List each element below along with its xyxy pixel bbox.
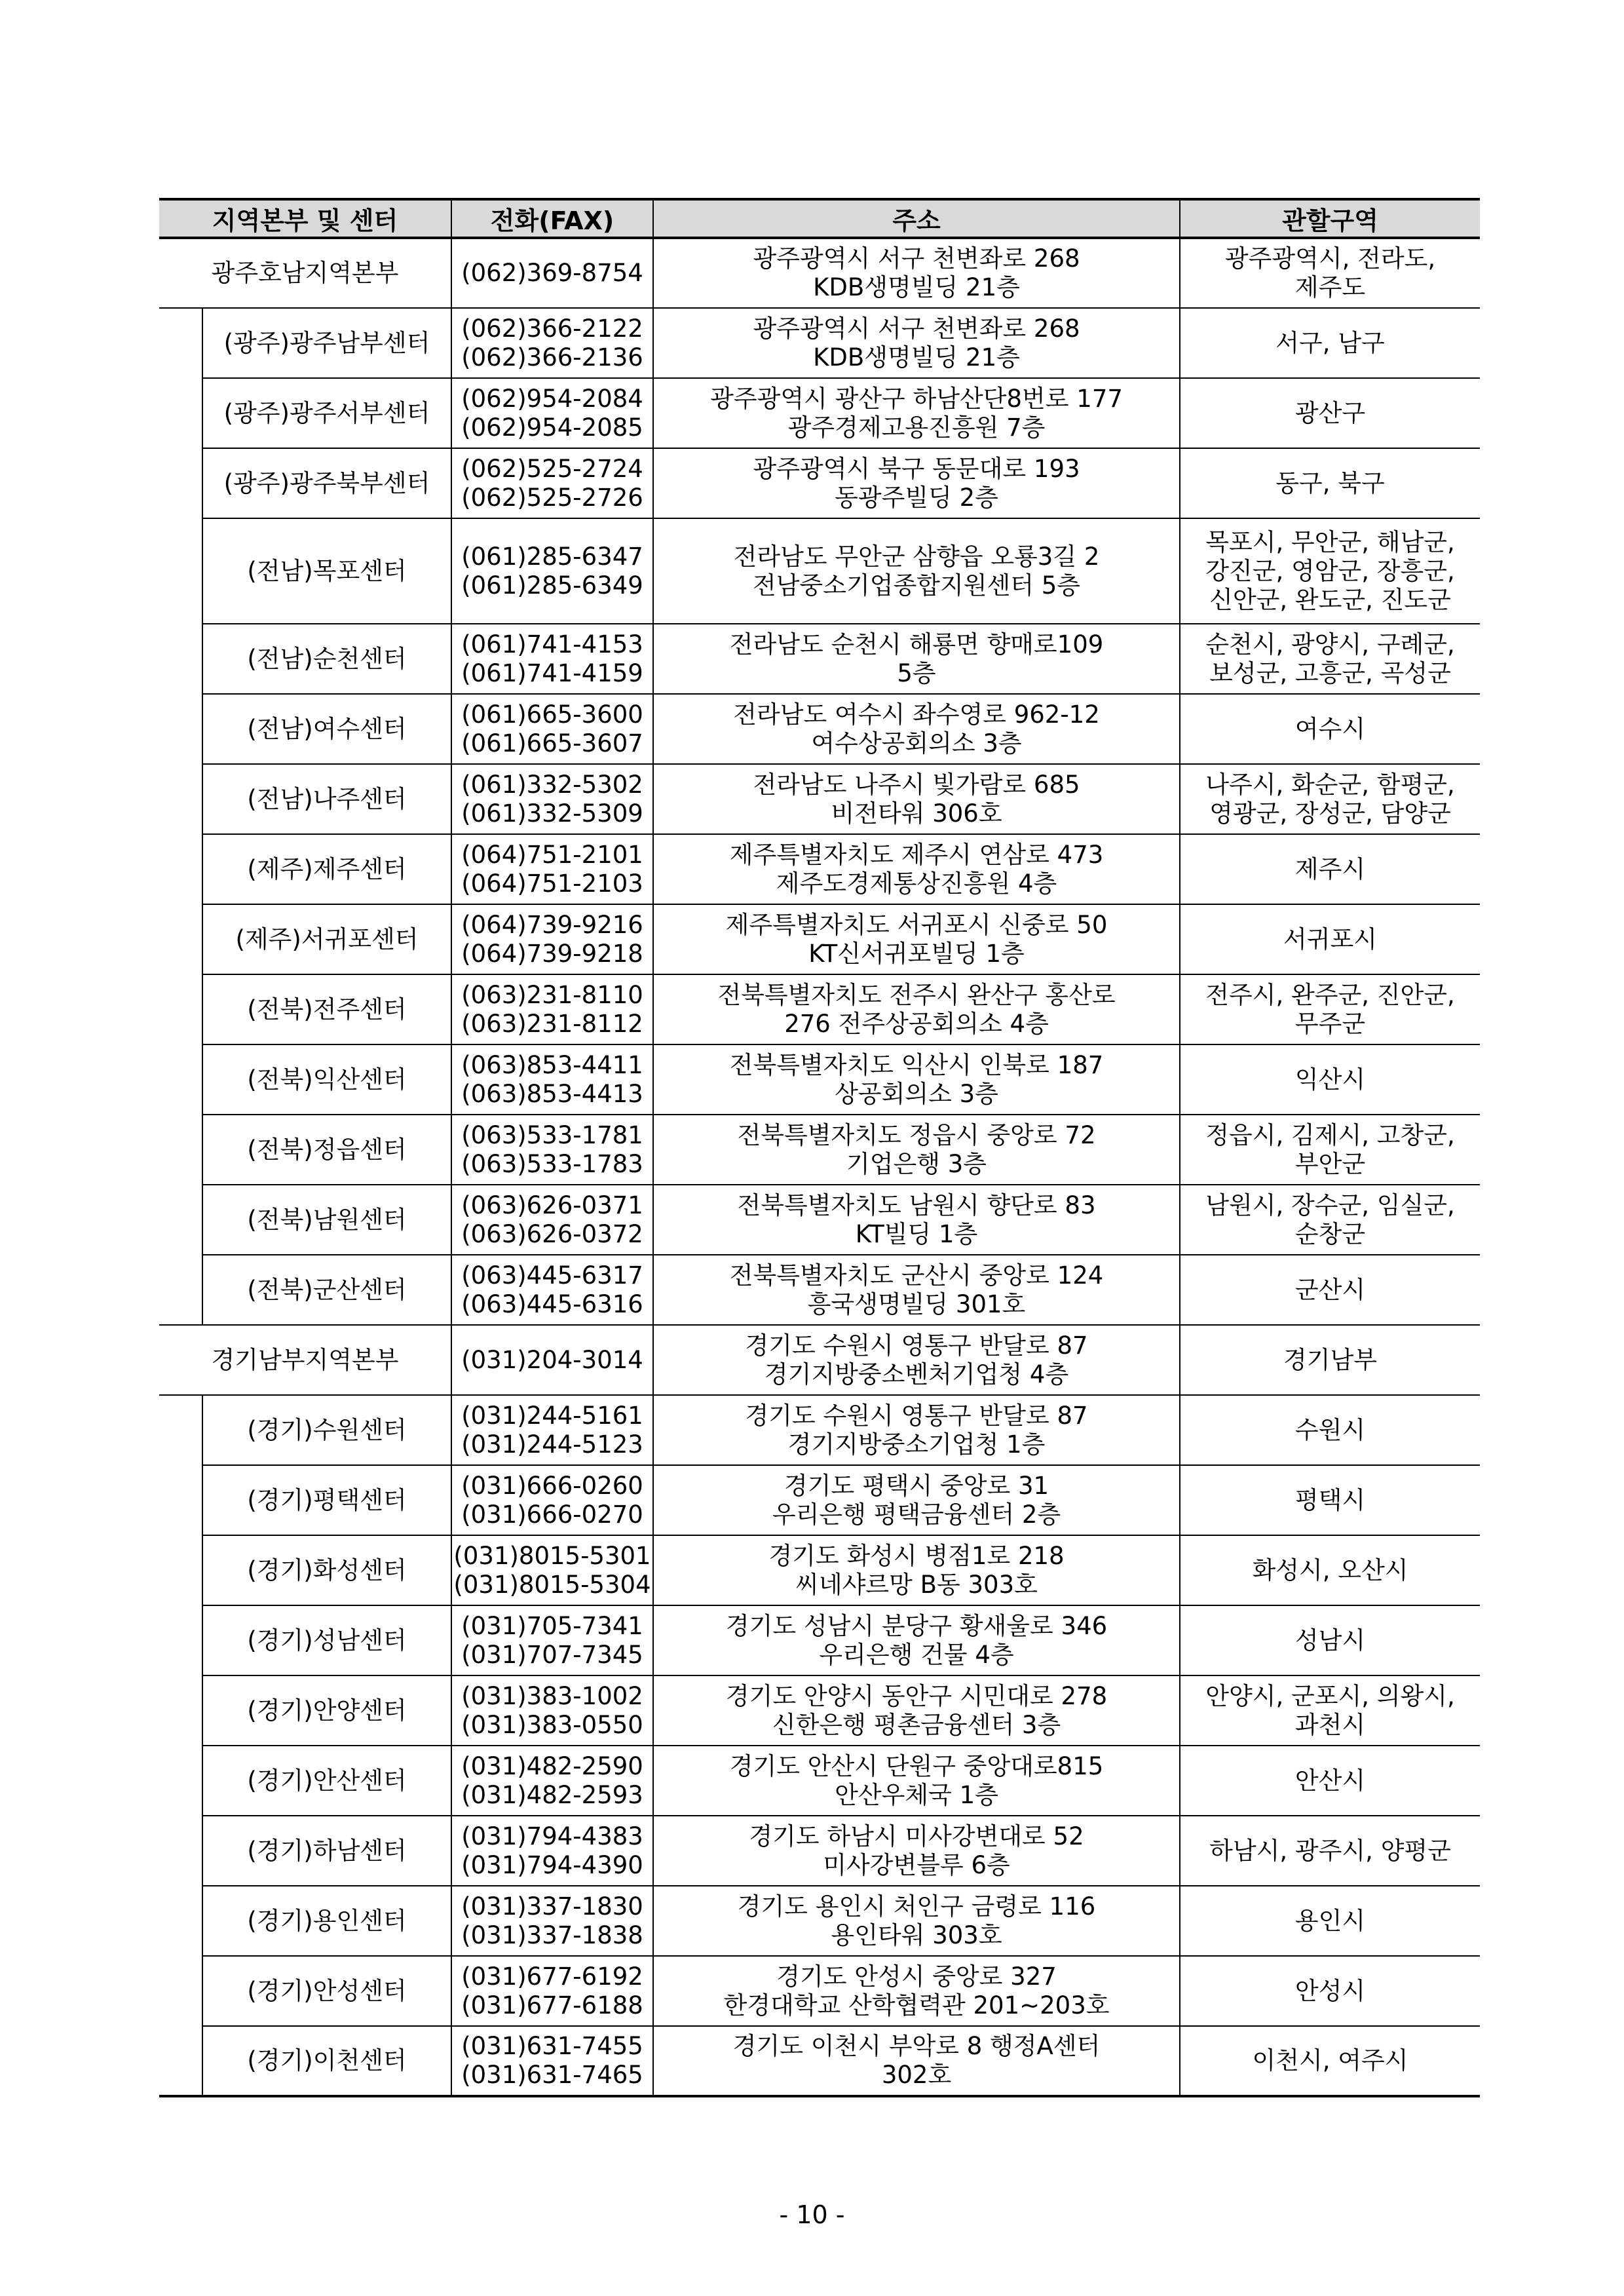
address-cell: 제주특별자치도 서귀포시 신중로 50 KT신서귀포빌딩 1층: [653, 904, 1180, 974]
center-row: [159, 974, 1480, 1044]
phone-cell: (031)337-1830 (031)337-1838: [451, 1886, 653, 1956]
phone-cell: (031)244-5161 (031)244-5123: [451, 1395, 653, 1465]
indent-spacer: [159, 1115, 202, 1185]
indent-spacer: [159, 1044, 202, 1115]
phone-cell: (061)285-6347 (061)285-6349: [451, 518, 653, 624]
center-name: (광주)광주서부센터: [202, 378, 451, 448]
center-name: (전북)전주센터: [202, 974, 451, 1044]
address-cell: 전북특별자치도 정읍시 중앙로 72 기업은행 3층: [653, 1115, 1180, 1185]
phone-cell: (064)739-9216 (064)739-9218: [451, 904, 653, 974]
center-name: (전북)정읍센터: [202, 1115, 451, 1185]
area-cell: 성남시: [1180, 1605, 1480, 1675]
center-name: (전북)군산센터: [202, 1255, 451, 1325]
indent-spacer: [159, 1675, 202, 1746]
indent-spacer: [159, 1956, 202, 2026]
indent-spacer: [159, 834, 202, 904]
table-body: [159, 238, 1480, 2096]
address-cell: 전북특별자치도 군산시 중앙로 124 흥국생명빌딩 301호: [653, 1255, 1180, 1325]
center-row: [159, 764, 1480, 834]
center-row: [159, 1816, 1480, 1886]
address-cell: 제주특별자치도 제주시 연삼로 473 제주도경제통상진흥원 4층: [653, 834, 1180, 904]
area-cell: 광주광역시, 전라도, 제주도: [1180, 238, 1480, 308]
center-name: (경기)화성센터: [202, 1535, 451, 1605]
address-cell: 광주광역시 북구 동문대로 193 동광주빌딩 2층: [653, 448, 1180, 518]
header-area: 관할구역: [1180, 199, 1480, 238]
phone-cell: (063)533-1781 (063)533-1783: [451, 1115, 653, 1185]
center-row: [159, 2026, 1480, 2096]
center-row: [159, 624, 1480, 694]
indent-spacer: [159, 1395, 202, 1465]
center-name: (전남)여수센터: [202, 694, 451, 764]
center-name: (경기)평택센터: [202, 1465, 451, 1535]
phone-cell: (062)369-8754: [451, 238, 653, 308]
address-cell: 경기도 용인시 처인구 금령로 116 용인타워 303호: [653, 1886, 1180, 1956]
indent-spacer: [159, 1886, 202, 1956]
center-row: [159, 378, 1480, 448]
center-row: [159, 1465, 1480, 1535]
center-row: [159, 694, 1480, 764]
indent-spacer: [159, 2026, 202, 2096]
indent-spacer: [159, 448, 202, 518]
indent-spacer: [159, 1465, 202, 1535]
center-row: [159, 1886, 1480, 1956]
area-cell: 화성시, 오산시: [1180, 1535, 1480, 1605]
center-name: (경기)용인센터: [202, 1886, 451, 1956]
indent-spacer: [159, 974, 202, 1044]
area-cell: 하남시, 광주시, 양평군: [1180, 1816, 1480, 1886]
center-row: [159, 518, 1480, 624]
center-name: (경기)안양센터: [202, 1675, 451, 1746]
area-cell: 용인시: [1180, 1886, 1480, 1956]
phone-cell: (063)445-6317 (063)445-6316: [451, 1255, 653, 1325]
address-cell: 광주광역시 서구 천변좌로 268 KDB생명빌딩 21층: [653, 238, 1180, 308]
address-cell: 전라남도 무안군 삼향읍 오룡3길 2 전남중소기업종합지원센터 5층: [653, 518, 1180, 624]
phone-cell: (031)8015-5301 (031)8015-5304: [451, 1535, 653, 1605]
center-name: (광주)광주북부센터: [202, 448, 451, 518]
center-row: [159, 904, 1480, 974]
phone-cell: (031)631-7455 (031)631-7465: [451, 2026, 653, 2096]
address-cell: 경기도 안산시 단원구 중앙대로815 안산우체국 1층: [653, 1746, 1180, 1816]
area-cell: 안성시: [1180, 1956, 1480, 2026]
area-cell: 나주시, 화순군, 함평군, 영광군, 장성군, 담양군: [1180, 764, 1480, 834]
phone-cell: (031)383-1002 (031)383-0550: [451, 1675, 653, 1746]
area-cell: 순천시, 광양시, 구례군, 보성군, 고흥군, 곡성군: [1180, 624, 1480, 694]
center-row: [159, 1044, 1480, 1115]
center-row: [159, 1956, 1480, 2026]
phone-cell: (063)626-0371 (063)626-0372: [451, 1185, 653, 1255]
center-name: (경기)수원센터: [202, 1395, 451, 1465]
address-cell: 전라남도 여수시 좌수영로 962-12 여수상공회의소 3층: [653, 694, 1180, 764]
phone-cell: (031)666-0260 (031)666-0270: [451, 1465, 653, 1535]
area-cell: 정읍시, 김제시, 고창군, 부안군: [1180, 1115, 1480, 1185]
center-row: [159, 1535, 1480, 1605]
center-name: (광주)광주남부센터: [202, 308, 451, 378]
hq-name: 광주호남지역본부: [159, 238, 451, 308]
area-cell: 경기남부: [1180, 1325, 1480, 1395]
area-cell: 익산시: [1180, 1044, 1480, 1115]
center-name: (경기)하남센터: [202, 1816, 451, 1886]
address-cell: 광주광역시 서구 천변좌로 268 KDB생명빌딩 21층: [653, 308, 1180, 378]
center-name: (경기)성남센터: [202, 1605, 451, 1675]
center-row: [159, 1675, 1480, 1746]
indent-spacer: [159, 764, 202, 834]
area-cell: 전주시, 완주군, 진안군, 무주군: [1180, 974, 1480, 1044]
center-row: [159, 1746, 1480, 1816]
indent-spacer: [159, 904, 202, 974]
indent-spacer: [159, 1816, 202, 1886]
center-row: [159, 1605, 1480, 1675]
center-row: [159, 834, 1480, 904]
center-row: [159, 308, 1480, 378]
center-name: (제주)서귀포센터: [202, 904, 451, 974]
hq-row: [159, 1325, 1480, 1395]
phone-cell: (063)231-8110 (063)231-8112: [451, 974, 653, 1044]
phone-cell: (061)741-4153 (061)741-4159: [451, 624, 653, 694]
area-cell: 수원시: [1180, 1395, 1480, 1465]
indent-spacer: [159, 308, 202, 378]
center-name: (전남)목포센터: [202, 518, 451, 624]
area-cell: 서구, 남구: [1180, 308, 1480, 378]
phone-cell: (063)853-4411 (063)853-4413: [451, 1044, 653, 1115]
phone-cell: (031)482-2590 (031)482-2593: [451, 1746, 653, 1816]
address-cell: 경기도 안양시 동안구 시민대로 278 신한은행 평촌금융센터 3층: [653, 1675, 1180, 1746]
center-name: (전남)나주센터: [202, 764, 451, 834]
area-cell: 군산시: [1180, 1255, 1480, 1325]
address-cell: 경기도 수원시 영통구 반달로 87 경기지방중소벤처기업청 4층: [653, 1325, 1180, 1395]
area-cell: 이천시, 여주시: [1180, 2026, 1480, 2096]
header-phone: 전화(FAX): [451, 199, 653, 238]
address-cell: 광주광역시 광산구 하남산단8번로 177 광주경제고용진흥원 7층: [653, 378, 1180, 448]
phone-cell: (031)794-4383 (031)794-4390: [451, 1816, 653, 1886]
area-cell: 서귀포시: [1180, 904, 1480, 974]
address-cell: 경기도 안성시 중앙로 327 한경대학교 산학협력관 201~203호: [653, 1956, 1180, 2026]
address-cell: 경기도 평택시 중앙로 31 우리은행 평택금융센터 2층: [653, 1465, 1180, 1535]
phone-cell: (031)705-7341 (031)707-7345: [451, 1605, 653, 1675]
phone-cell: (062)954-2084 (062)954-2085: [451, 378, 653, 448]
address-cell: 경기도 화성시 병점1로 218 씨네샤르망 B동 303호: [653, 1535, 1180, 1605]
indent-spacer: [159, 1185, 202, 1255]
area-cell: 동구, 북구: [1180, 448, 1480, 518]
hq-row: [159, 238, 1480, 308]
center-name: (전북)익산센터: [202, 1044, 451, 1115]
center-row: [159, 1255, 1480, 1325]
page-number: - 10 -: [779, 2200, 845, 2229]
indent-spacer: [159, 1746, 202, 1816]
address-cell: 전라남도 순천시 해룡면 향매로109 5층: [653, 624, 1180, 694]
area-cell: 남원시, 장수군, 임실군, 순창군: [1180, 1185, 1480, 1255]
center-row: [159, 1185, 1480, 1255]
center-name: (전북)남원센터: [202, 1185, 451, 1255]
center-row: [159, 448, 1480, 518]
phone-cell: (061)665-3600 (061)665-3607: [451, 694, 653, 764]
regional-center-table: [159, 198, 1480, 2097]
address-cell: 전북특별자치도 전주시 완산구 홍산로 276 전주상공회의소 4층: [653, 974, 1180, 1044]
address-cell: 전북특별자치도 익산시 인북로 187 상공회의소 3층: [653, 1044, 1180, 1115]
address-cell: 전북특별자치도 남원시 향단로 83 KT빌딩 1층: [653, 1185, 1180, 1255]
indent-spacer: [159, 378, 202, 448]
hq-name: 경기남부지역본부: [159, 1325, 451, 1395]
phone-cell: (031)204-3014: [451, 1325, 653, 1395]
address-cell: 전라남도 나주시 빛가람로 685 비전타워 306호: [653, 764, 1180, 834]
center-name: (전남)순천센터: [202, 624, 451, 694]
phone-cell: (031)677-6192 (031)677-6188: [451, 1956, 653, 2026]
center-row: [159, 1395, 1480, 1465]
header-address: 주소: [653, 199, 1180, 238]
center-row: [159, 1115, 1480, 1185]
indent-spacer: [159, 1535, 202, 1605]
area-cell: 평택시: [1180, 1465, 1480, 1535]
area-cell: 여수시: [1180, 694, 1480, 764]
area-cell: 안양시, 군포시, 의왕시, 과천시: [1180, 1675, 1480, 1746]
indent-spacer: [159, 1605, 202, 1675]
address-cell: 경기도 수원시 영통구 반달로 87 경기지방중소기업청 1층: [653, 1395, 1180, 1465]
header-center: 지역본부 및 센터: [159, 199, 451, 238]
phone-cell: (062)525-2724 (062)525-2726: [451, 448, 653, 518]
area-cell: 제주시: [1180, 834, 1480, 904]
address-cell: 경기도 이천시 부악로 8 행정A센터 302호: [653, 2026, 1180, 2096]
phone-cell: (062)366-2122 (062)366-2136: [451, 308, 653, 378]
indent-spacer: [159, 518, 202, 624]
center-name: (경기)안성센터: [202, 1956, 451, 2026]
center-name: (경기)이천센터: [202, 2026, 451, 2096]
center-name: (경기)안산센터: [202, 1746, 451, 1816]
indent-spacer: [159, 1255, 202, 1325]
area-cell: 목포시, 무안군, 해남군, 강진군, 영암군, 장흥군, 신안군, 완도군, 진도군: [1180, 518, 1480, 624]
area-cell: 광산구: [1180, 378, 1480, 448]
phone-cell: (064)751-2101 (064)751-2103: [451, 834, 653, 904]
address-cell: 경기도 성남시 분당구 황새울로 346 우리은행 건물 4층: [653, 1605, 1180, 1675]
phone-cell: (061)332-5302 (061)332-5309: [451, 764, 653, 834]
table-header-row: [159, 199, 1480, 238]
address-cell: 경기도 하남시 미사강변대로 52 미사강변블루 6층: [653, 1816, 1180, 1886]
center-name: (제주)제주센터: [202, 834, 451, 904]
indent-spacer: [159, 624, 202, 694]
indent-spacer: [159, 694, 202, 764]
area-cell: 안산시: [1180, 1746, 1480, 1816]
